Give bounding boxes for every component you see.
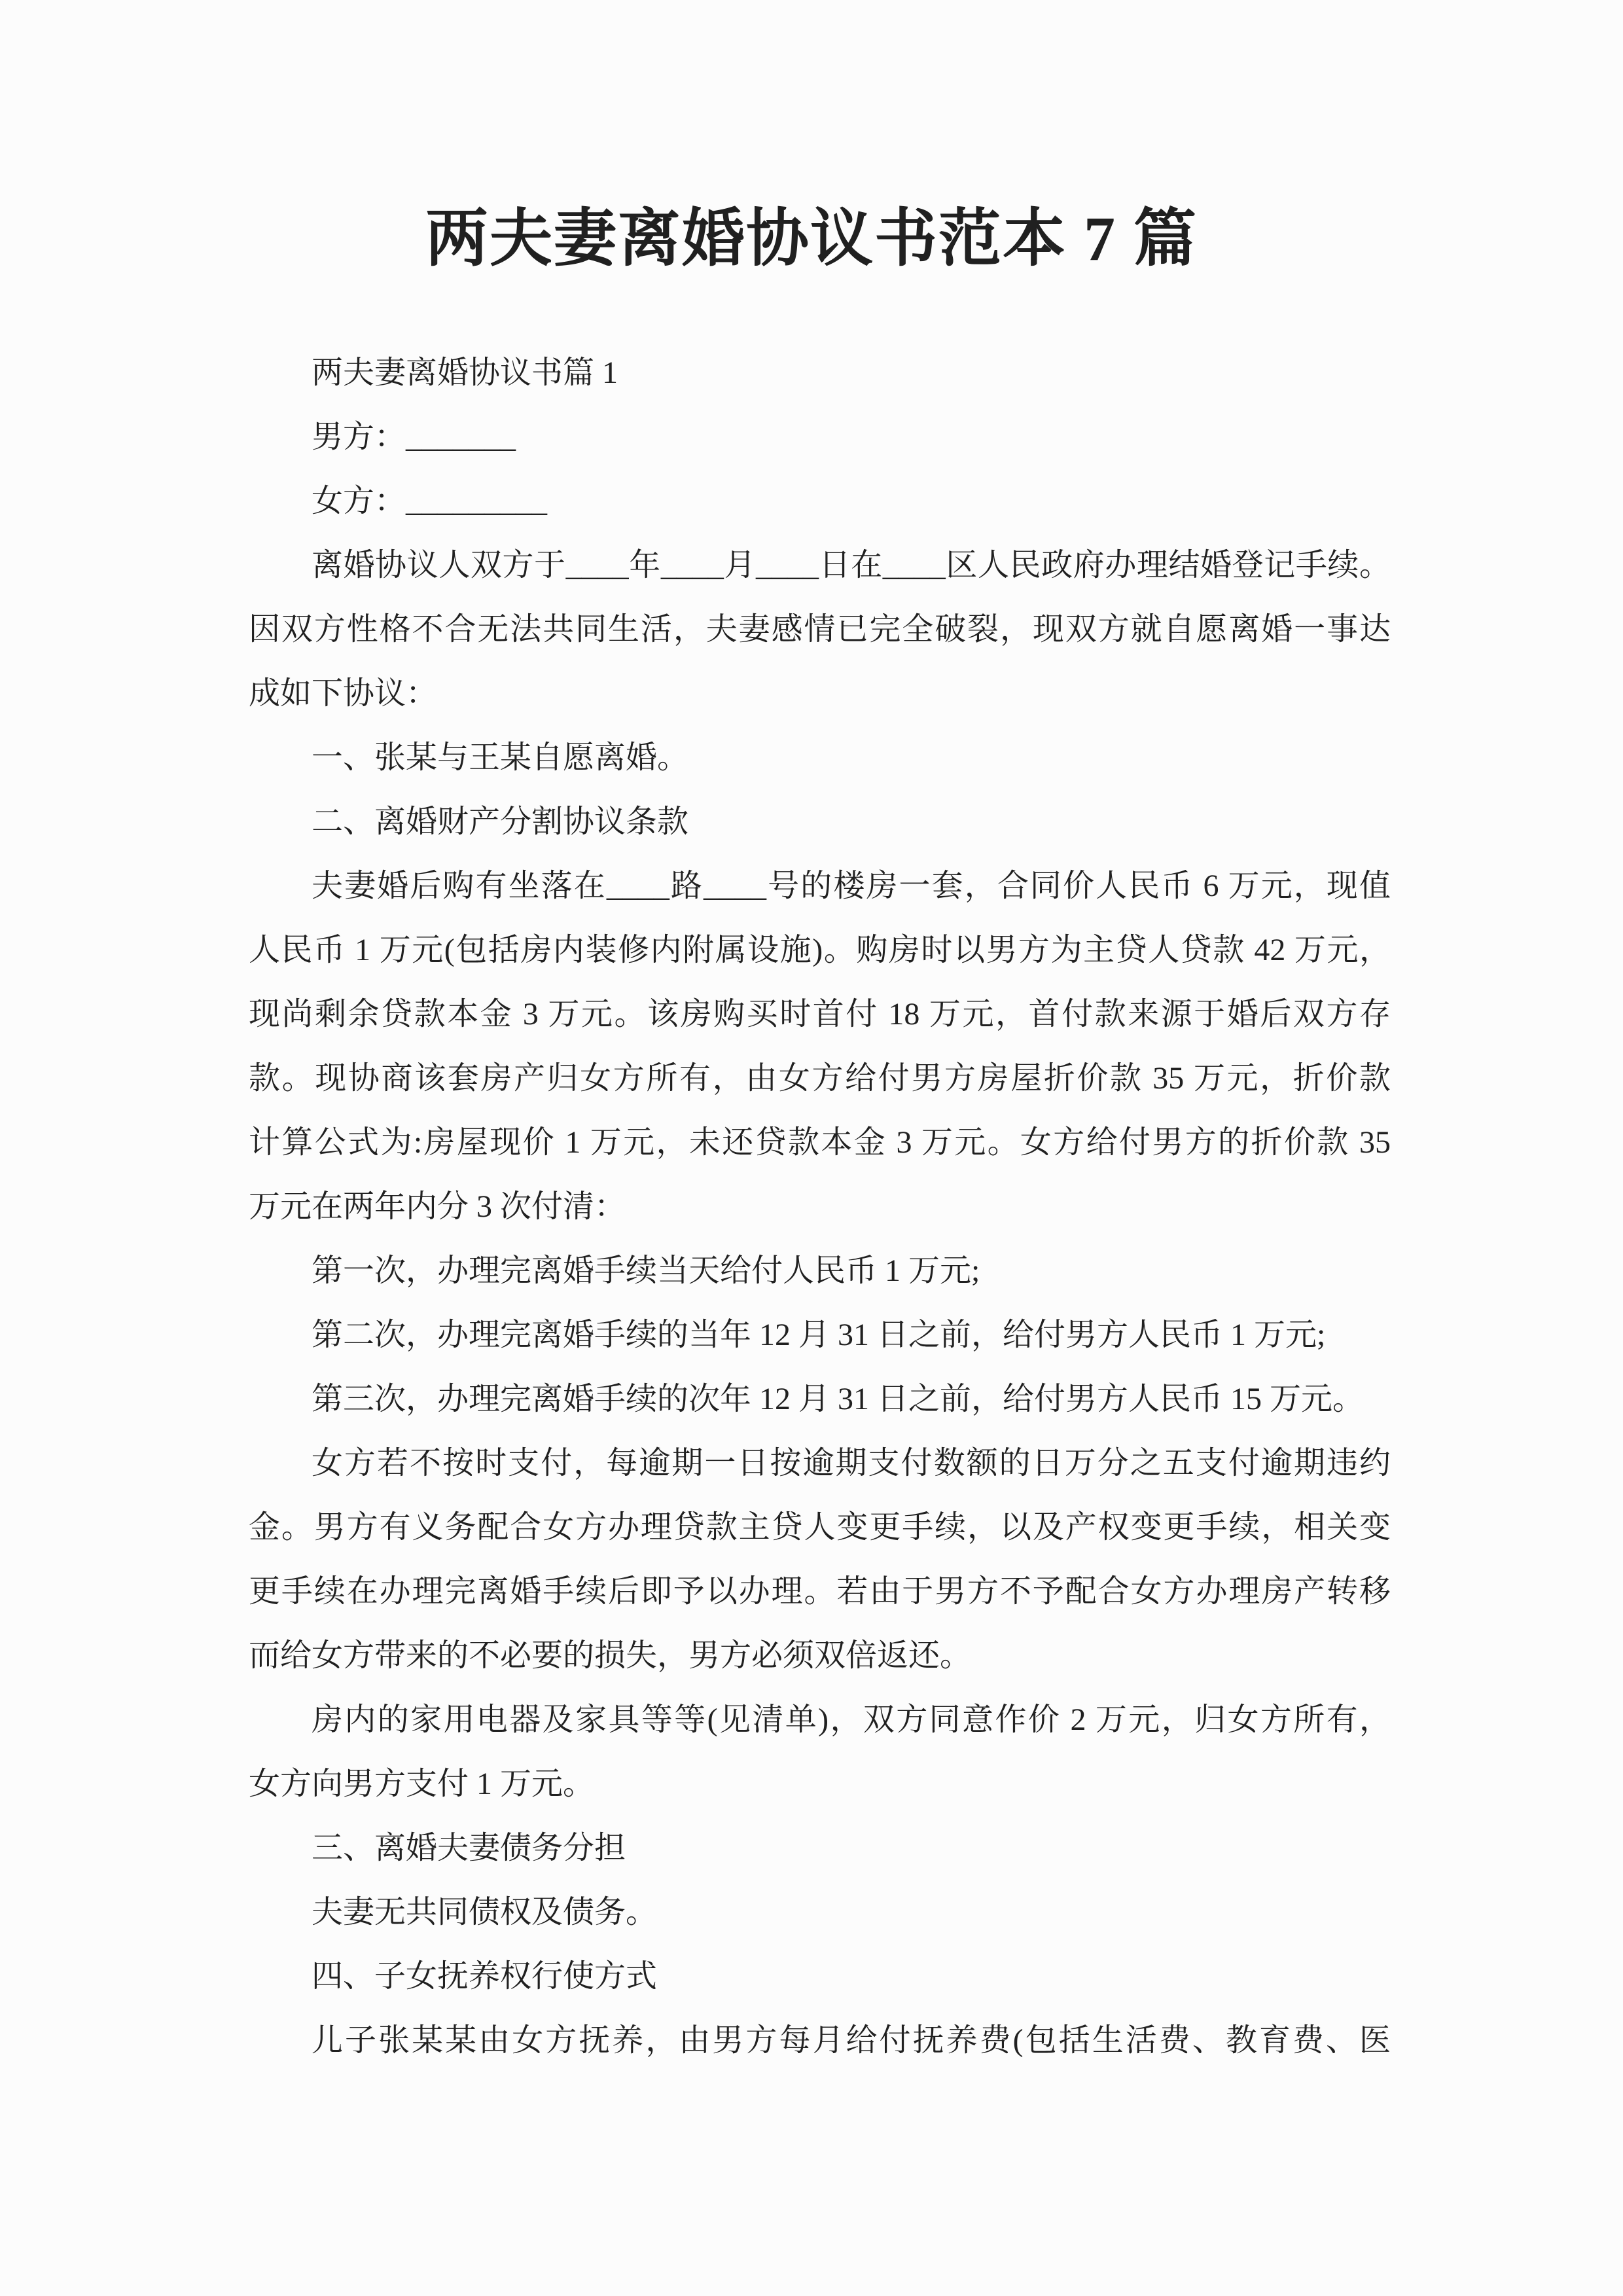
page-title: 两夫妻离婚协议书范本 7 篇 — [425, 204, 1198, 274]
document-line: 房内的家用电器及家具等等(见清单)，双方同意作价 2 万元，归女方所有， — [312, 1702, 1391, 1737]
document-line: 离婚协议人双方于____年____月____日在____区人民政府办理结婚登记手续。 — [312, 548, 1391, 583]
document-line: 款。现协商该套房产归女方所有，由女方给付男方房屋折价款 35 万元，折价款 — [249, 1061, 1391, 1096]
document-line: 成如下协议： — [249, 676, 438, 711]
document-body — [249, 341, 1391, 2073]
document-line: 更手续在办理完离婚手续后即予以办理。若由于男方不予配合女方办理房产转移 — [249, 1574, 1391, 1609]
document-line: 夫妻婚后购有坐落在____路____号的楼房一套，合同价人民币 6 万元，现值 — [312, 869, 1391, 903]
document-line: 女方向男方支付 1 万元。 — [249, 1767, 595, 1801]
document-line: 两夫妻离婚协议书篇 1 — [312, 355, 618, 390]
document-line: 三、离婚夫妻债务分担 — [312, 1831, 626, 1865]
document-line: 二、离婚财产分割协议条款 — [312, 804, 689, 839]
document-line: 现尚剩余贷款本金 3 万元。该房购买时首付 18 万元，首付款来源于婚后双方存 — [249, 997, 1391, 1031]
document-line: 四、子女抚养权行使方式 — [312, 1959, 658, 1994]
document-line: 第三次，办理完离婚手续的次年 12 月 31 日之前，给付男方人民币 15 万元。 — [312, 1382, 1364, 1416]
document-line: 儿子张某某由女方抚养，由男方每月给付抚养费(包括生活费、教育费、医 — [312, 2023, 1391, 2058]
document-line: 一、张某与王某自愿离婚。 — [312, 740, 689, 775]
document-line: 夫妻无共同债权及债务。 — [312, 1895, 658, 1929]
document-line: 金。男方有义务配合女方办理贷款主贷人变更手续，以及产权变更手续，相关变 — [249, 1510, 1391, 1545]
document-line: 女方若不按时支付，每逾期一日按逾期支付数额的日万分之五支付逾期违约 — [312, 1446, 1391, 1480]
document-line: 男方：_______ — [312, 420, 516, 454]
document-line: 第二次，办理完离婚手续的当年 12 月 31 日之前，给付男方人民币 1 万元; — [312, 1318, 1326, 1352]
document-line: 因双方性格不合无法共同生活，夫妻感情已完全破裂，现双方就自愿离婚一事达 — [249, 612, 1391, 647]
document-line: 女方：_________ — [312, 484, 548, 518]
document-line: 而给女方带来的不必要的损失，男方必须双倍返还。 — [249, 1638, 972, 1673]
document-line: 人民币 1 万元(包括房内装修内附属设施)。购房时以男方为主贷人贷款 42 万元， — [249, 933, 1391, 967]
document-line: 第一次，办理完离婚手续当天给付人民币 1 万元; — [312, 1253, 980, 1288]
document-line: 计算公式为:房屋现价 1 万元，未还贷款本金 3 万元。女方给付男方的折价款 35 — [249, 1125, 1391, 1160]
document-line: 万元在两年内分 3 次付清： — [249, 1189, 626, 1224]
